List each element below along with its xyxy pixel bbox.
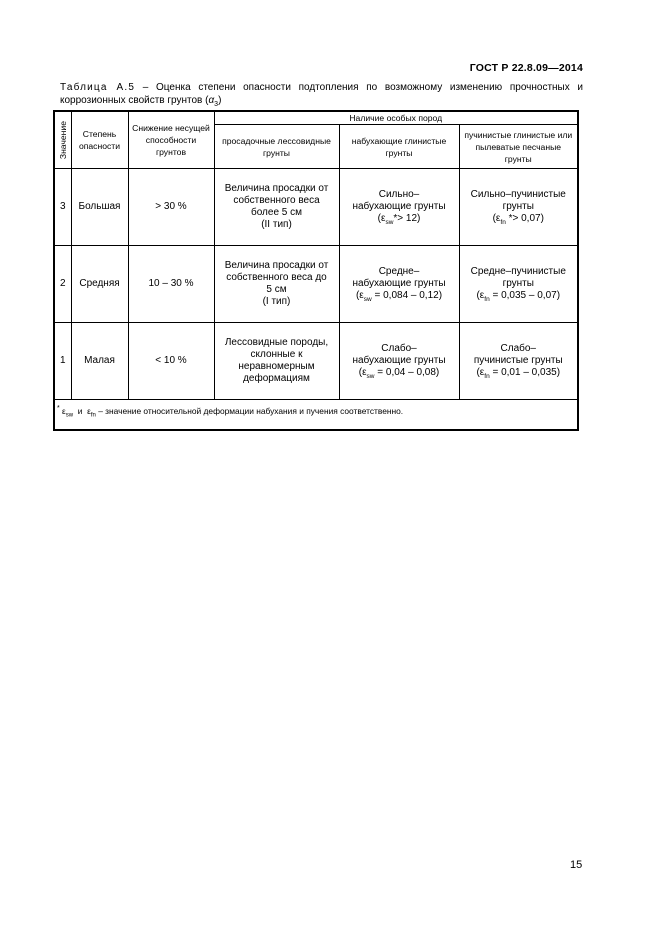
table-row (54, 323, 578, 400)
header-reduction: Снижение несущей способности грунтов (128, 111, 214, 169)
caption-symbol: α (208, 95, 215, 106)
cell-heaving: Слабо– пучинистые грунты $(\varepsilon_{fn} = 0,01 - 0,035)$ (459, 323, 578, 400)
cell-value: 1 (54, 323, 71, 400)
table-row (54, 169, 578, 246)
cell-degree: Средняя (71, 246, 128, 323)
header-heaving: пучинистые глинистые или пылеватые песчаные грунты (459, 125, 578, 169)
caption-text: – Оценка степени опасности подтопления по возможному изменению прочностных и коррозионных свойств грунтов ( (60, 82, 584, 106)
cell-value: 2 (54, 246, 71, 323)
cell-reduction: > 30 % (128, 169, 214, 246)
header-degree: Степень опасности (71, 111, 128, 169)
cell-reduction: < 10 % (128, 323, 214, 400)
cell-degree: Большая (71, 169, 128, 246)
standard-code: ГОСТ Р 22.8.09—2014 (469, 62, 583, 74)
hazard-table (53, 110, 579, 431)
cell-subsidence: Величина просадки от собственного веса до 5 см (I тип) (214, 246, 339, 323)
table-caption (60, 81, 583, 111)
header-value: Значение (54, 111, 71, 169)
table-footnote: * $\varepsilon_{sw}$ и $\varepsilon_{fn}$ – значение относительной деформации набухания и пучения соответственно. (54, 400, 578, 431)
cell-heaving: Средне–пучинистые грунты $(\varepsilon_{fn} = 0,035 - 0,07)$ (459, 246, 578, 323)
header-swelling: набухающие глинистые грунты (339, 125, 459, 169)
header-special-rocks: Наличие особых пород (214, 111, 578, 125)
header-subsidence: просадочные лессовидные грунты (214, 125, 339, 169)
table-label: Таблица А.5 (60, 82, 136, 93)
cell-swelling: Средне– набухающие грунты $(\varepsilon_{sw} = 0,084 - 0,12)$ (339, 246, 459, 323)
caption-subscript: 3 (214, 101, 219, 108)
cell-degree: Малая (71, 323, 128, 400)
table-row (54, 246, 578, 323)
cell-swelling: Слабо– набухающие грунты $(\varepsilon_{sw} = 0,04 - 0,08)$ (339, 323, 459, 400)
cell-swelling: Сильно– набухающие грунты $(\varepsilon_{sw}*> 12)$ (339, 169, 459, 246)
cell-subsidence: Лессовидные породы, склонные к неравномерным деформациям (214, 323, 339, 400)
caption-close: ) (218, 95, 222, 106)
page-number: 15 (570, 859, 583, 871)
cell-value: 3 (54, 169, 71, 246)
cell-reduction: 10 – 30 % (128, 246, 214, 323)
cell-subsidence: Величина просадки от собственного веса более 5 см (II тип) (214, 169, 339, 246)
cell-heaving: Сильно–пучинистые грунты $(\varepsilon_{fn} *> 0,07)$ (459, 169, 578, 246)
